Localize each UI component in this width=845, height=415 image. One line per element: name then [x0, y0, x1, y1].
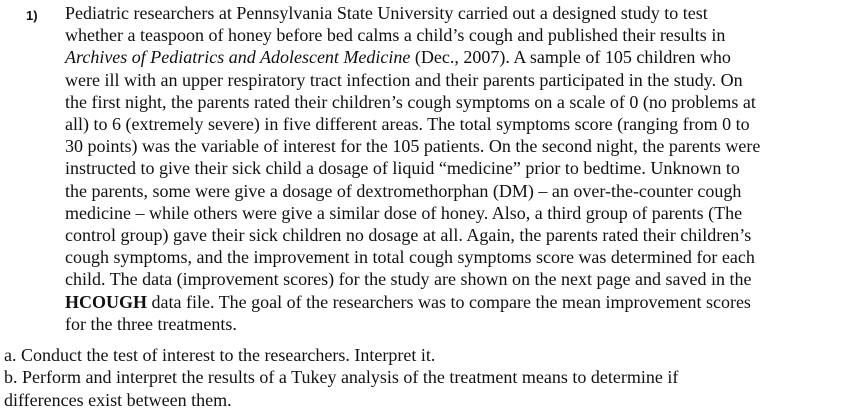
text-segment: 30 points) was the variable of interest for the 105 patients. On the second night, the parents were [65, 136, 761, 157]
text-segment: cough symptoms, and the improvement in total cough symptoms score was determined for each [65, 247, 755, 268]
statement-line [65, 224, 840, 246]
problem-statement [65, 2, 840, 335]
text-segment: medicine – while others were give a similar dose of honey. Also, a third group of parents (The [65, 202, 743, 223]
statement-line [65, 91, 840, 113]
text-segment: whether a teaspoon of honey before bed calms a child’s cough and published their results in [65, 25, 726, 46]
problem-parts [4, 344, 844, 411]
statement-line [65, 2, 840, 24]
statement-line [65, 135, 840, 157]
text-segment: data file. The goal of the researchers was to compare the mean improvement scores [147, 291, 751, 312]
text-segment: b. Perform and interpret the results of a Tukey analysis of the treatment means to determine if [4, 367, 679, 388]
statement-line [65, 202, 840, 224]
statement-line [65, 291, 840, 313]
statement-line [65, 246, 840, 268]
statement-line [65, 268, 840, 290]
statement-line [65, 46, 840, 68]
question-number: 1) [26, 8, 38, 23]
text-segment: Pediatric researchers at Pennsylvania State University carried out a designed study to test [65, 3, 708, 23]
question-part-line [4, 366, 844, 388]
question-part-line [4, 389, 844, 411]
data-file-name: HCOUGH [65, 291, 148, 312]
text-segment: (Dec., 2007). A sample of 105 children who [410, 47, 731, 68]
text-segment: instructed to give their sick child a dosage of liquid “medicine” prior to bedtime. Unknown to [65, 158, 740, 179]
question-part-line [4, 344, 844, 366]
statement-line [65, 24, 840, 46]
statement-line [65, 180, 840, 202]
text-segment: the first night, the parents rated their children’s cough symptoms on a scale of 0 (no problems at [65, 91, 756, 112]
text-segment: all) to 6 (extremely severe) in five different areas. The total symptoms score (ranging from 0 to [65, 114, 750, 135]
statement-line [65, 113, 840, 135]
text-segment: were ill with an upper respiratory tract infection and their parents participated in the study. On [65, 69, 743, 90]
statement-line [65, 313, 840, 335]
text-segment: child. The data (improvement scores) for the study are shown on the next page and saved in the [65, 269, 752, 290]
text-segment: the parents, some were give a dosage of dextromethorphan (DM) – an over-the-counter cough [65, 180, 742, 201]
text-segment: a. Conduct the test of interest to the researchers. Interpret it. [4, 345, 436, 365]
statement-line [65, 69, 840, 91]
text-segment: for the three treatments. [65, 313, 237, 334]
journal-title: Archives of Pediatrics and Adolescent Medicine [65, 47, 411, 68]
statement-line [65, 157, 840, 179]
text-segment: control group) gave their sick children no dosage at all. Again, the parents rated their children’s [65, 225, 752, 246]
text-segment: differences exist between them. [4, 389, 232, 410]
